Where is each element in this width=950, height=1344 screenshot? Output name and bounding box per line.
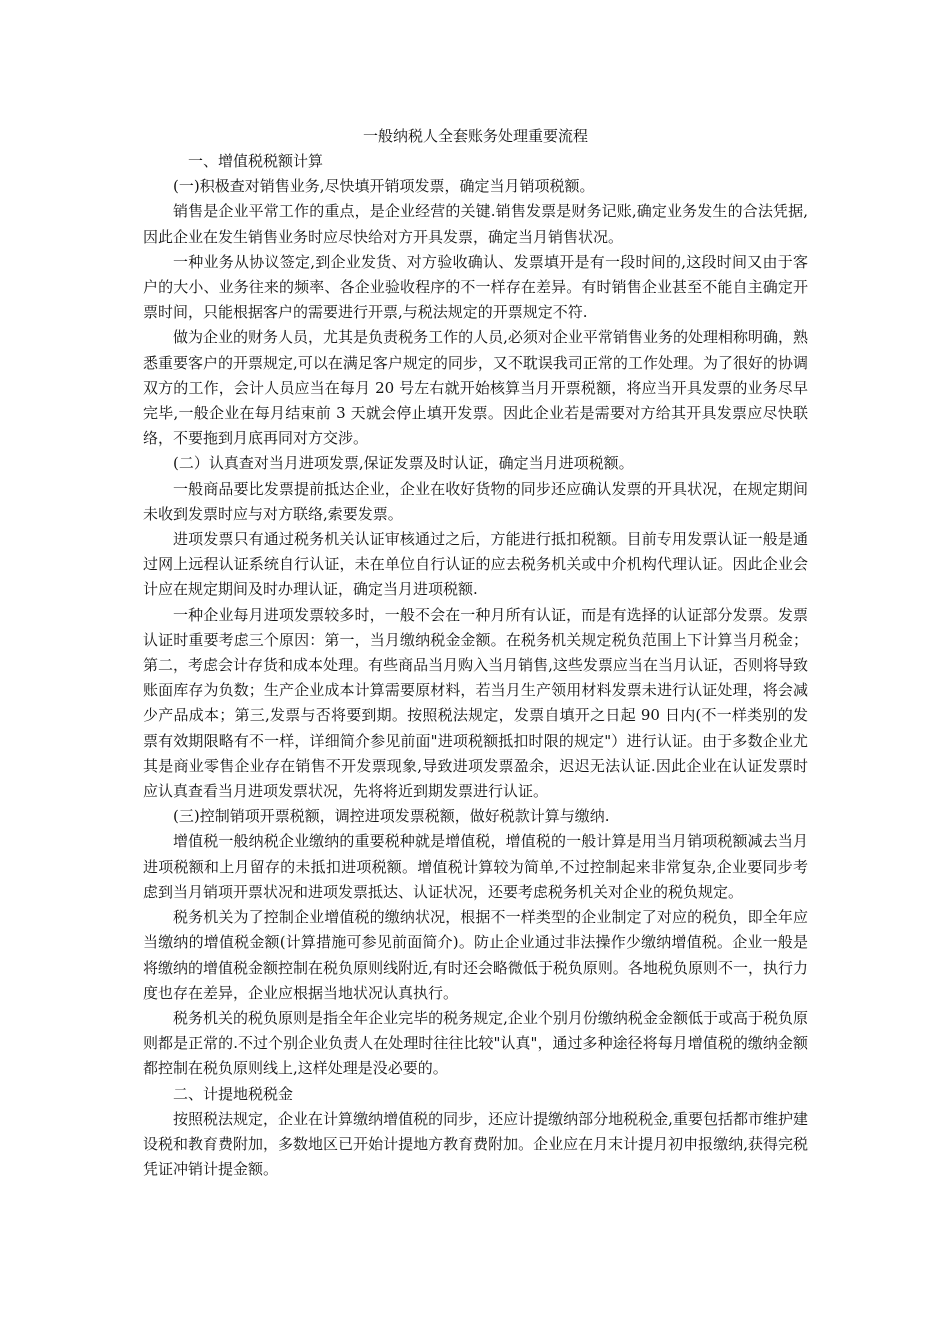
paragraph: 进项发票只有通过税务机关认证审核通过之后，方能进行抵扣税额。目前专用发票认证一般是通过网上远程认证系统自行认证，未在单位自行认证的应去税务机关或中介机构代理认证。因此企业会计应在规定期间及时办理认证，确定当月进项税额. (143, 530, 808, 599)
subsection-1-heading: (一)积极查对销售业务,尽快填开销项发票，确定当月销项税额。 (173, 177, 595, 196)
paragraph: 一般商品要比发票提前抵达企业，企业在收好货物的同步还应确认发票的开具状况，在规定期间未收到发票时应与对方联络,索要发票。 (143, 479, 808, 523)
paragraph: 一种企业每月进项发票较多时，一般不会在一种月所有认证，而是有选择的认证部分发票。发票认证时重要考虑三个原因：第一，当月缴纳税金金额。在税务机关规定税负范围上下计算当月税金；第二，考虑会计存货和成本处理。有些商品当月购入当月销售,这些发票应当在当月认证，否则将导致账面库存为负数；生产企业成本计算需要原材料，若当月生产领用材料发票未进行认证处理，将会减少产品成本；第三,发票与否将要到期。按照税法规定，发票自填开之日起 90 日内(不一样类别的发票有效期限略有不一样，详细简介参见前面"进项税额抵扣时限的规定"）进行认证。由于多数企业尤其是商业零售企业存在销售不开发票现象,导致进项发票盈余，迟迟无法认证.因此企业在认证发票时应认真查看当月进项发票状况，先将将近到期发票进行认证。 (143, 605, 808, 801)
subsection-2-heading: (二）认真查对当月进项发票,保证发票及时认证，确定当月进项税额。 (173, 454, 634, 473)
paragraph: 做为企业的财务人员，尤其是负责税务工作的人员,必须对企业平常销售业务的处理相称明确，熟悉重要客户的开票规定,可以在满足客户规定的同步，又不耽误我司正常的工作处理。为了很好的协调双方的工作，会计人员应当在每月 20 号左右就开始核算当月开票税额，将应当开具发票的业务尽早完毕,一般企业在每月结束前 3 天就会停止填开发票。因此企业若是需要对方给其开具发票应尽快联络，不要拖到月底再同对方交涉。 (143, 328, 808, 448)
document-page (143, 124, 808, 1182)
document-title: 一般纳税人全套账务处理重要流程 (362, 127, 588, 145)
paragraph: 一种业务从协议签定,到企业发货、对方验收确认、发票填开是有一段时间的,这段时间又由于客户的大小、业务往来的频率、各企业验收程序的不一样存在差异。有时销售企业甚至不能自主确定开票时间，只能根据客户的需要进行开票,与税法规定的开票规定不符. (143, 252, 808, 322)
paragraph: 增值税一般纳税企业缴纳的重要税种就是增值税，增值税的一般计算是用当月销项税额减去当月进项税额和上月留存的未抵扣进项税额。增值税计算较为简单,不过控制起来非常复杂,企业要同步考虑到当月销项开票状况和进项发票抵达、认证状况，还要考虑税务机关对企业的税负规定。 (143, 832, 808, 901)
paragraph: 销售是企业平常工作的重点，是企业经营的关键.销售发票是财务记账,确定业务发生的合法凭据,因此企业在发生销售业务时应尽快给对方开具发票，确定当月销售状况。 (143, 202, 808, 246)
section-2-heading: 二、计提地税税金 (173, 1084, 294, 1103)
paragraph: 税务机关为了控制企业增值税的缴纳状况，根据不一样类型的企业制定了对应的税负，即全年应当缴纳的增值税金额(计算措施可参见前面简介)。防止企业通过非法操作少缴纳增值税。企业一般是将缴纳的增值税金额控制在税负原则线附近,有时还会略微低于税负原则。各地税负原则不一，执行力度也存在差异，企业应根据当地状况认真执行。 (143, 908, 808, 1002)
section-1-heading: 一、增值税税额计算 (188, 152, 324, 170)
subsection-3-heading: (三)控制销项开票税额，调控进项发票税额，做好税款计算与缴纳. (173, 807, 610, 826)
paragraph: 按照税法规定，企业在计算缴纳增值税的同步，还应计提缴纳部分地税税金,重要包括都市维护建设税和教育费附加，多数地区已开始计提地方教育费附加。企业应在月末计提月初申报缴纳,获得完税凭证冲销计提金额。 (143, 1109, 808, 1179)
paragraph: 税务机关的税负原则是指全年企业完毕的税务规定,企业个别月份缴纳税金金额低于或高于税负原则都是正常的.不过个别企业负责人在处理时往往比较"认真"，通过多种途径将每月增值税的缴纳金额都控制在税负原则线上,这样处理是没必要的。 (143, 1008, 808, 1078)
